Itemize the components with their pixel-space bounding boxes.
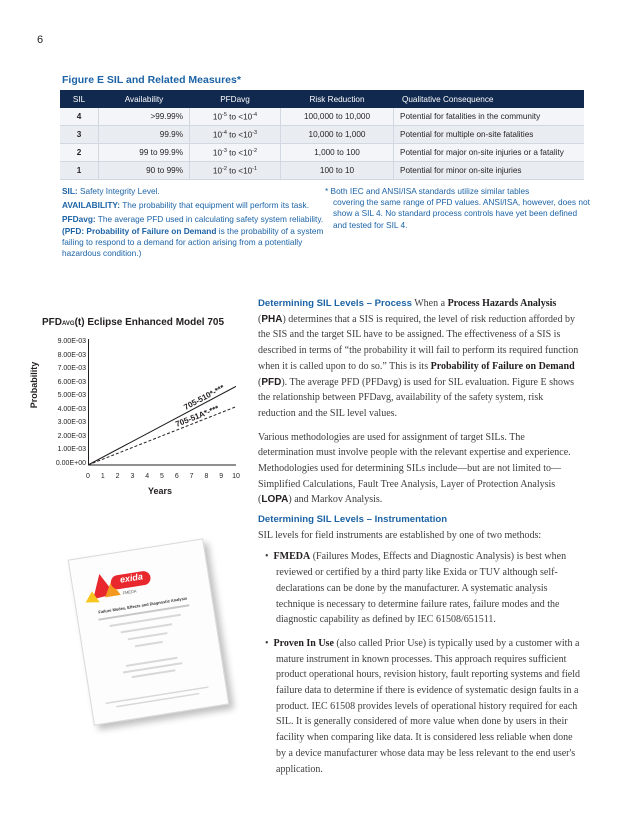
header-sil: SIL	[60, 90, 99, 108]
cell-sil: 1	[60, 162, 99, 180]
y-tick-label: 7.00E-03	[57, 365, 86, 373]
cell-pfdavg: $10^{-3}$ to $<10^{-2}$	[190, 144, 281, 162]
y-tick-label: 6.00E-03	[57, 378, 86, 386]
x-tick-label: 0	[86, 473, 90, 480]
definitions	[62, 186, 332, 262]
cell-pfdavg: $10^{-2}$ to $<10^{-1}$	[190, 162, 281, 180]
process-section	[258, 296, 580, 508]
pfd-chart	[88, 339, 236, 469]
x-tick-label: 3	[130, 473, 135, 480]
table-header-row	[60, 90, 584, 108]
instrumentation-heading: Determining SIL Levels – Instrumentation	[258, 514, 448, 525]
series-label-705-510: 705-510*-***	[182, 383, 226, 412]
x-tick-label: 2	[115, 473, 120, 480]
methodology-paragraph: Various methodologies are used for assignment of target SILs. The determination must involve people with the relevant expertise and experience. Methodologies used for determining SILs include—but are not limited to—Simplified Calculations, Fault Tree Analysis, Layer of Protection Analysis (LOPA) and Markov Analysis.	[258, 431, 571, 506]
cover-logo-sub: FMEDA	[122, 588, 137, 596]
page-number: 6	[37, 34, 44, 46]
cell-risk-reduction: 100,000 to 10,000	[281, 108, 394, 126]
x-tick-label: 1	[100, 473, 105, 480]
x-tick-label: 8	[204, 473, 209, 480]
cell-pfdavg: $10^{-4}$ to $<10^{-3}$	[190, 126, 281, 144]
sil-table	[60, 90, 584, 180]
def-sil: SIL: Safety Integrity Level.	[62, 186, 160, 196]
cell-risk-reduction: 100 to 10	[281, 162, 394, 180]
cell-availability: 90 to 99%	[99, 162, 190, 180]
x-tick-label: 10	[232, 473, 240, 480]
instrumentation-intro: SIL levels for field instruments are established by one of two methods:	[258, 529, 542, 541]
cell-availability: 99.9%	[99, 126, 190, 144]
y-tick-label: 5.00E-03	[57, 392, 86, 400]
footnote: * Both IEC and ANSI/ISA standards utilize similar tables covering the same range of PFD values. ANSI/ISA, however, does not show a SIL 4. No standard process controls have yet been defined and tested for SIL 4.	[325, 186, 590, 230]
y-tick-label: 9.00E-03	[57, 338, 86, 345]
cell-availability: >99.99%	[99, 108, 190, 126]
cover-artwork	[69, 539, 228, 724]
cell-availability: 99 to 99.9%	[99, 144, 190, 162]
cell-sil: 3	[60, 126, 99, 144]
cell-risk-reduction: 10,000 to 1,000	[281, 126, 394, 144]
header-availability: Availability	[99, 90, 190, 108]
y-tick-label: 8.00E-03	[57, 351, 86, 359]
bullet-proven-in-use: • Proven In Use (also called Prior Use) is typically used by a customer with a mature instrument in known processes. This approach requires sufficient product operational hours, revision history, fault reporting systems and field failure data to determine if there is evidence of systematic design faults in a product. IEC 61508 provides levels of operational history required for each SIL. It is generally considered of more value when done by users in their facility when comparing like data. It is considered less reliable when done by a device manufacturer whose data may be less relevant to the end user's application.	[265, 637, 581, 775]
instrumentation-section	[258, 512, 580, 777]
x-tick-label: 5	[160, 473, 164, 480]
chart-axes	[89, 339, 237, 465]
header-risk-reduction: Risk Reduction	[281, 90, 394, 108]
series-label-705-51a: 705-51A*-***	[174, 403, 221, 429]
x-tick-label: 7	[189, 473, 194, 480]
series-line-705-51a	[88, 407, 236, 465]
header-pfdavg: PFDavg	[190, 90, 281, 108]
cell-pfdavg: $10^{-5}$ to $<10^{-4}$	[190, 108, 281, 126]
x-tick-label: 4	[145, 473, 150, 480]
series-line-705-510	[88, 386, 236, 465]
y-tick-label: 0.00E+00	[55, 460, 86, 467]
cell-consequence: Potential for multiple on-site fatalities	[394, 126, 585, 144]
chart-ylabel: Probability	[29, 361, 39, 409]
x-tick-label: 6	[174, 473, 179, 480]
y-tick-label: 2.00E-03	[57, 432, 86, 440]
table-row	[60, 126, 584, 144]
table-row	[60, 144, 584, 162]
def-availability: AVAILABILITY: The probability that equipment will perform its task.	[62, 200, 309, 211]
x-tick-label: 9	[219, 473, 224, 480]
cover-logo: exida	[119, 571, 144, 585]
cell-consequence: Potential for fatalities in the community	[394, 108, 585, 126]
process-paragraph: Determining SIL Levels – Process When a Process Hazards Analysis (PHA) determines that a SIS is required, the level of risk reduction afforded by the SIS and the target SIL have to be assigned. The effectiveness of a SIS is described in terms of “the probability it will fail to perform its required function when it is called upon to do so.” This is its Probability of Failure on Demand (PFD). The average PFD (PFDavg) is used for SIL evaluation. Figure E shows the relationship between PFDavg, availability of the safety system, risk reduction and the SIL level values.	[258, 298, 579, 419]
cell-sil: 4	[60, 108, 99, 126]
cell-consequence: Potential for minor on-site injuries	[394, 162, 585, 180]
y-tick-label: 4.00E-03	[57, 405, 86, 413]
cell-consequence: Potential for major on-site injuries or a fatality	[394, 144, 585, 162]
bullet-fmeda: • FMEDA (Failures Modes, Effects and Diagnostic Analysis) is best when reviewed or certified by a third party like Exida or TUV although self-declarations can be done by the manufacturer. A systematic analysis technique is necessary to determine failure rates, failure modes and the diagnostic capability as defined by IEC 61508/651511.	[265, 551, 567, 626]
table-row	[60, 162, 584, 180]
y-tick-label: 3.00E-03	[57, 419, 86, 427]
header-consequence: Qualitative Consequence	[394, 90, 585, 108]
cell-risk-reduction: 1,000 to 100	[281, 144, 394, 162]
cell-sil: 2	[60, 144, 99, 162]
def-pfdavg: PFDavg: The average PFD used in calculating safety system reliability. (PFD: Probability of Failure on Demand is the probability of a system failing to respond to a demand for action arising from a potentially hazardous condition.)	[62, 214, 324, 259]
y-tick-label: 1.00E-03	[57, 446, 86, 454]
figure-title: Figure E SIL and Related Measures*	[62, 74, 241, 86]
table-row	[60, 108, 584, 126]
cover-title: Failure Modes, Effects and Diagnostic Analysis	[98, 595, 188, 615]
chart-xlabel: Years	[148, 486, 173, 496]
fmeda-report-cover	[68, 538, 230, 725]
chart-title: PFDAVG(t) Eclipse Enhanced Model 705	[42, 317, 225, 328]
